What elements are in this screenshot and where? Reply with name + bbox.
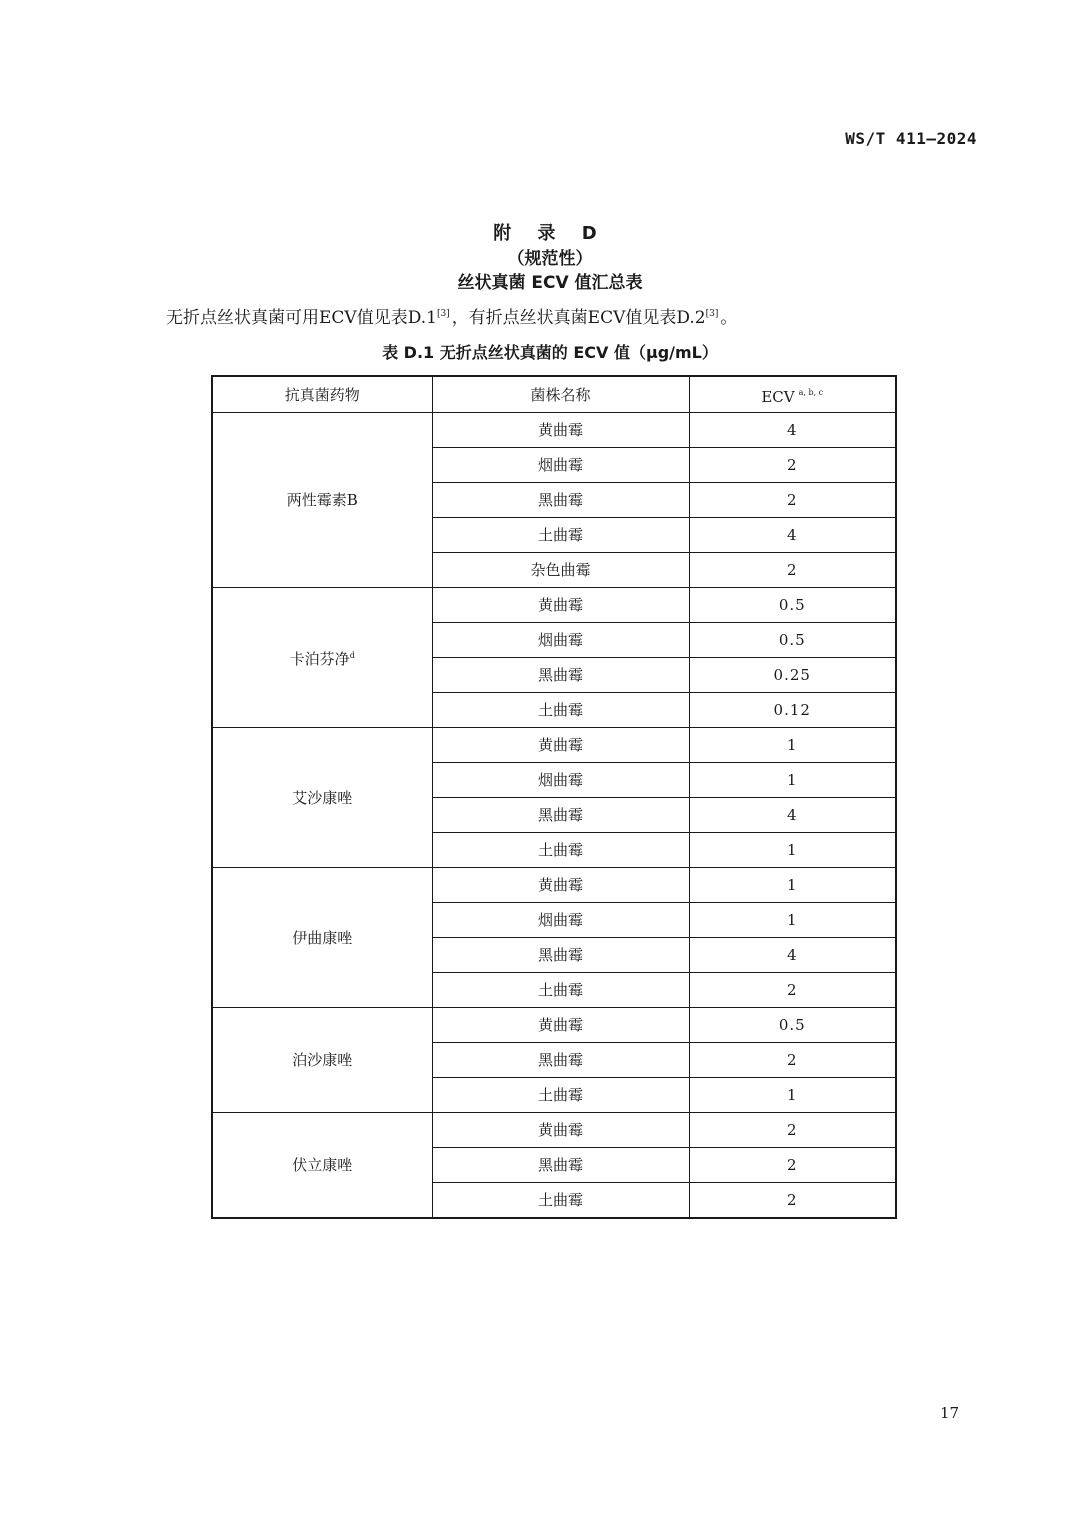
ecv-value-cell: 2 [689,553,896,588]
strain-cell: 烟曲霉 [432,623,689,658]
page-number: 17 [940,1404,960,1422]
ecv-value-cell: 2 [689,483,896,518]
strain-cell: 烟曲霉 [432,903,689,938]
appendix-type: （规范性） [507,249,593,269]
strain-cell: 黑曲霉 [432,1043,689,1078]
table-row [212,588,896,623]
intro-text-3: 。 [720,308,738,328]
ecv-value-cell: 0.5 [689,1008,896,1043]
drug-cell [212,588,432,728]
strain-cell: 黄曲霉 [432,868,689,903]
drug-note: d [349,651,355,660]
header-strain: 菌株名称 [432,376,689,413]
ecv-value-cell: 2 [689,1183,896,1219]
ecv-value-cell: 1 [689,833,896,868]
drug-name: 伏立康唑 [292,1156,353,1174]
ecv-value-cell: 0.5 [689,623,896,658]
appendix-name: 丝状真菌 ECV 值汇总表 [457,273,643,293]
ecv-value-cell: 4 [689,518,896,553]
strain-cell: 黑曲霉 [432,1148,689,1183]
drug-cell [212,413,432,588]
strain-cell: 黑曲霉 [432,483,689,518]
ecv-value-cell: 2 [689,973,896,1008]
ecv-value-cell: 1 [689,903,896,938]
standard-number: WS/T 411—2024 [845,129,977,148]
ecv-value-cell: 0.12 [689,693,896,728]
ecv-value-cell: 1 [689,728,896,763]
intro-ref-1: [3] [436,309,450,319]
drug-cell [212,1008,432,1113]
strain-cell: 黄曲霉 [432,588,689,623]
drug-name: 两性霉素B [286,491,358,509]
intro-ref-2: [3] [705,309,719,319]
ecv-value-cell: 1 [689,763,896,798]
ecv-value-cell: 0.5 [689,588,896,623]
intro-text-1: 无折点丝状真菌可用ECV值见表D.1 [166,308,437,328]
strain-cell: 土曲霉 [432,973,689,1008]
ecv-value-cell: 4 [689,938,896,973]
header-ecv-note: a, b, c [798,387,824,397]
strain-cell: 烟曲霉 [432,763,689,798]
strain-cell: 土曲霉 [432,518,689,553]
strain-cell: 土曲霉 [432,1183,689,1219]
table-row [212,1008,896,1043]
intro-paragraph [166,303,737,328]
strain-cell: 黄曲霉 [432,1113,689,1148]
strain-cell: 黄曲霉 [432,1008,689,1043]
header-ecv-label: ECV [761,387,795,406]
table-row [212,728,896,763]
table-row [212,413,896,448]
strain-cell: 土曲霉 [432,1078,689,1113]
ecv-value-cell: 2 [689,1113,896,1148]
strain-cell: 黑曲霉 [432,658,689,693]
ecv-value-cell: 1 [689,1078,896,1113]
table-caption: 表 D.1 无折点丝状真菌的 ECV 值（μg/mL） [382,343,718,362]
drug-cell [212,868,432,1008]
drug-name: 泊沙康唑 [292,1051,353,1069]
strain-cell: 杂色曲霉 [432,553,689,588]
drug-cell [212,1113,432,1219]
appendix-title: 附 录 D [493,223,607,244]
ecv-table [211,375,897,1219]
strain-cell: 土曲霉 [432,693,689,728]
header-ecv [689,376,896,413]
ecv-value-cell: 2 [689,1043,896,1078]
strain-cell: 黄曲霉 [432,413,689,448]
ecv-value-cell: 0.25 [689,658,896,693]
drug-name: 伊曲康唑 [292,928,353,947]
intro-text-2: ，有折点丝状真菌ECV值见表D.2 [451,308,706,328]
table-header-row [212,376,896,413]
table-row [212,868,896,903]
drug-name: 卡泊芬净 [289,650,350,668]
strain-cell: 黑曲霉 [432,798,689,833]
drug-cell [212,728,432,868]
ecv-value-cell: 1 [689,868,896,903]
strain-cell: 烟曲霉 [432,448,689,483]
strain-cell: 土曲霉 [432,833,689,868]
ecv-value-cell: 4 [689,413,896,448]
ecv-value-cell: 2 [689,1148,896,1183]
header-drug: 抗真菌药物 [212,376,432,413]
ecv-value-cell: 4 [689,798,896,833]
ecv-value-cell: 2 [689,448,896,483]
drug-name: 艾沙康唑 [292,788,353,807]
strain-cell: 黑曲霉 [432,938,689,973]
strain-cell: 黄曲霉 [432,728,689,763]
table-row [212,1113,896,1148]
